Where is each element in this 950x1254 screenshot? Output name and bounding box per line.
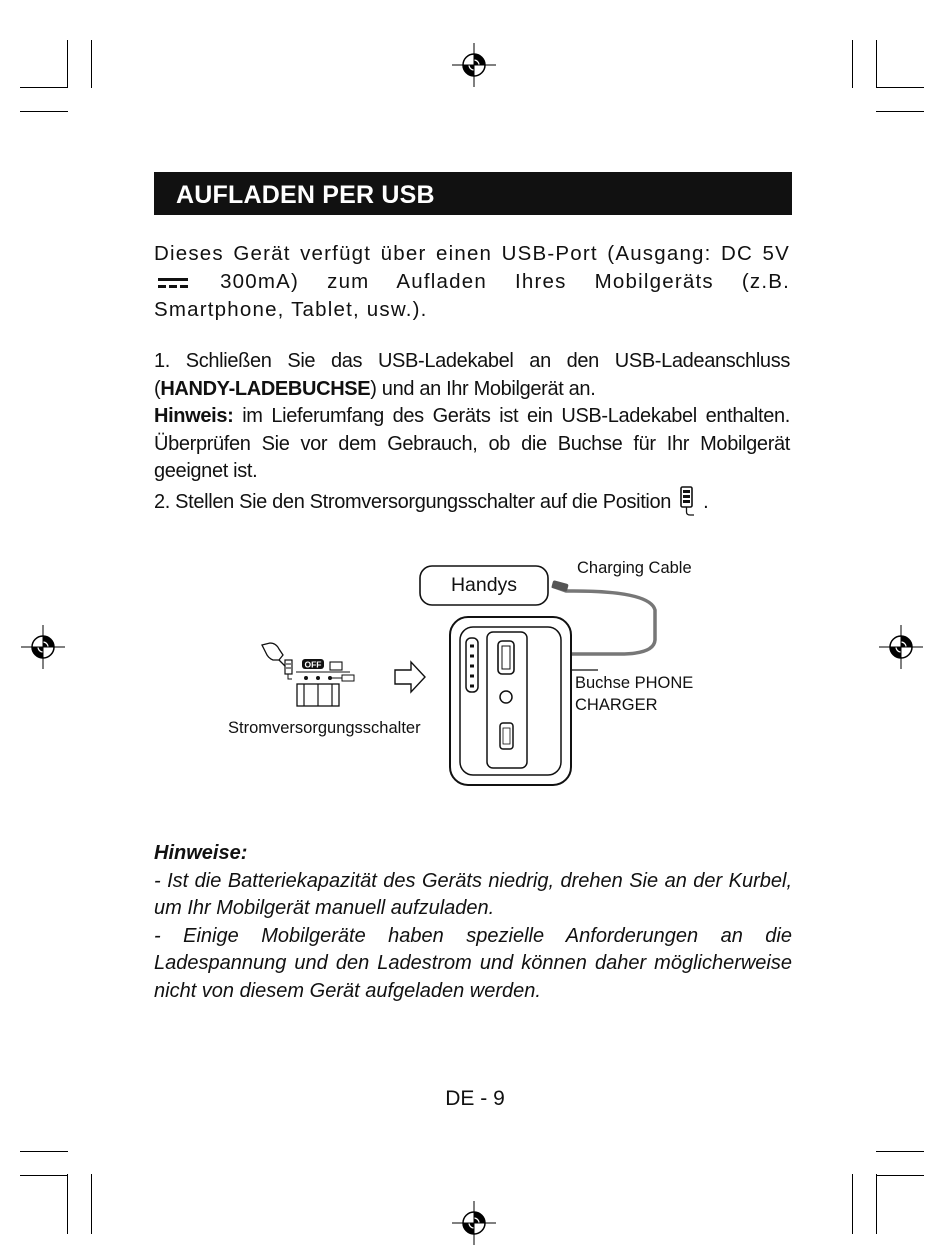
hand-pointer-icon — [262, 643, 285, 666]
port-label-line2: CHARGER — [575, 696, 658, 714]
step-1-prefix: 1. Schließen Sie das USB-Ladekabel an den USB-Ladeanschluss ( — [154, 350, 790, 400]
page-number: DE - 9 — [445, 1087, 505, 1110]
step-2-text: 2. Stellen Sie den Stromversorgungsschalter auf die Position — [154, 490, 672, 513]
note-text: im Lieferumfang des Geräts ist ein USB-Ladekabel enthalten. Überprüfen Sie vor dem Gebrauch, ob die Buchse für Ihr Mobilgerät geeignet ist. — [154, 405, 790, 482]
intro-text-after: 300mA) zum Aufladen Ihres Mobilgeräts (z.B. Smartphone, Tablet, usw.). — [154, 270, 790, 321]
notes-item-2: - Einige Mobilgeräte haben spezielle Anforderungen an die Ladespannung und den Ladestrom und können daher möglicherweise nicht von diesem Gerät aufgeladen werden. — [154, 924, 792, 1002]
cable-label: Charging Cable — [577, 559, 692, 577]
step-1-suffix: ) und an Ihr Mobilgerät an. — [370, 377, 596, 400]
intro-text-before: Dieses Gerät verfügt über einen USB-Port (Ausgang: DC 5V — [154, 242, 790, 265]
section-title: AUFLADEN PER USB — [176, 181, 435, 209]
handys-label: Handys — [450, 574, 518, 596]
phone-charge-icon — [285, 660, 292, 679]
arrow-right-icon — [395, 662, 425, 692]
note-label: Hinweis: — [154, 405, 234, 427]
notes-item-1: - Ist die Batteriekapazität des Geräts niedrig, drehen Sie an der Kurbel, um Ihr Mobilgerät manuell aufzuladen. — [154, 869, 792, 919]
step-2-end: . — [703, 490, 709, 513]
switch-label: Stromversorgungsschalter — [228, 719, 421, 737]
port-label-line1: Buchse PHONE — [575, 674, 694, 692]
step-1-bold: HANDY-LADEBUCHSE — [160, 377, 371, 400]
off-badge-text: OFF — [304, 659, 322, 670]
notes-section — [154, 840, 792, 1005]
notes-title: Hinweise: — [154, 842, 248, 864]
